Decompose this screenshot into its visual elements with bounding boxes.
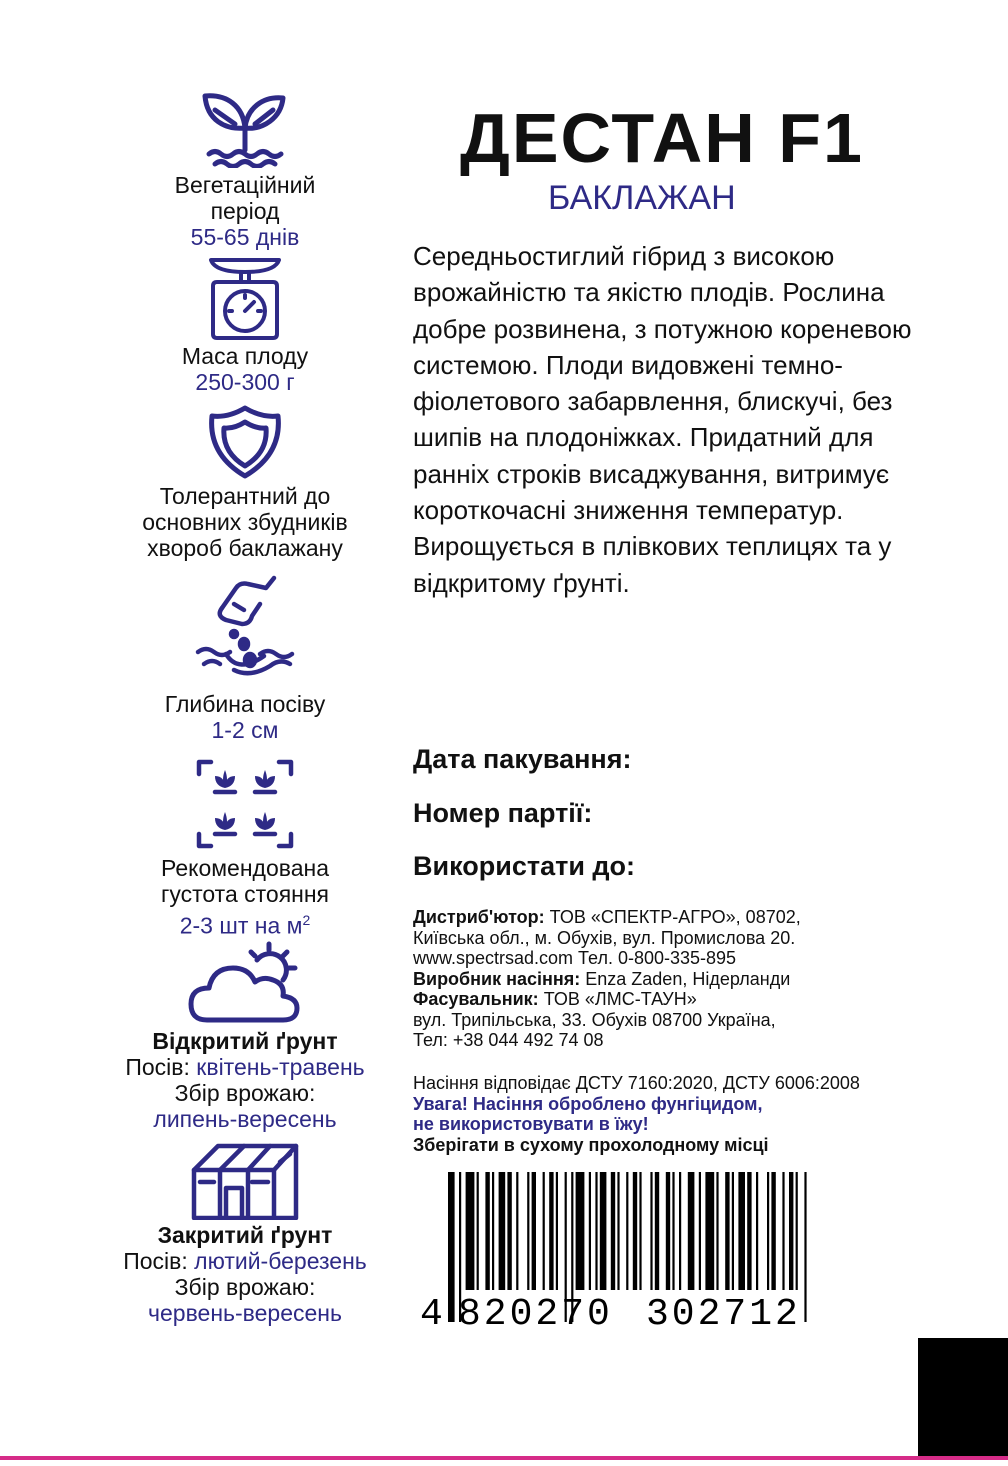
open-ground-title: Відкритий ґрунт: [152, 1028, 338, 1054]
closed-ground-title: Закритий ґрунт: [157, 1222, 333, 1248]
standard-text: Насіння відповідає ДСТУ 7160:2020, ДСТУ 6006:2008: [413, 1073, 860, 1093]
barcode-right-digits: 302712: [646, 1293, 801, 1328]
barcode-left-digits: 820270: [458, 1293, 613, 1328]
greenhouse-icon: [90, 1142, 400, 1220]
density-line-1: Рекомендована: [161, 855, 329, 881]
barcode-bar: [499, 1172, 506, 1290]
closed-ground-harvest-label: Збір врожаю:: [174, 1274, 316, 1300]
barcode-bar: [666, 1172, 670, 1290]
cloud-sun-icon: [90, 940, 400, 1026]
density-value: 2-3 шт на $м^2$: [179, 912, 311, 939]
barcode-bar: [507, 1172, 511, 1290]
product-title: ДЕСТАН F1: [460, 99, 864, 177]
barcode-bar: [732, 1172, 734, 1290]
barcode-bar: [589, 1172, 591, 1290]
barcode-first-digit: 4: [420, 1293, 443, 1328]
barcode-bar: [549, 1172, 553, 1290]
barcode-bar: [672, 1172, 674, 1290]
barcode-bar: [725, 1172, 729, 1290]
storage-text: Зберігати в сухому прохолодному місці: [413, 1134, 769, 1155]
barcode-bar: [756, 1172, 758, 1290]
barcode-bar: [782, 1172, 784, 1290]
tolerance-line-2: основних збудників: [142, 509, 348, 535]
barcode-bar: [716, 1172, 718, 1290]
barcode-bar: [448, 1172, 455, 1322]
barcode-bar: [532, 1172, 536, 1290]
barcode-bar: [767, 1172, 769, 1290]
barcode-bar: [738, 1172, 745, 1290]
barcode-bar: [679, 1172, 681, 1290]
barcode-bar: [485, 1172, 489, 1290]
barcode-bar: [576, 1172, 585, 1290]
barcode-bar: [543, 1172, 545, 1290]
mass-value: 250-300 г: [195, 369, 295, 395]
product-description: Середньостиглий гібрид з високою врожайністю та якістю плодів. Рослина добре розвинена, з потужною кореневою системою. Плоди видовжені темно-фіолетового забарвлення, блискучі, без шипів на плодоніжках. Придатний для ранніх строків висаджування, витримує короткочасні зниження температур. Вирощується в плівкових теплицях та у відкритому ґрунті.: [413, 241, 912, 598]
barcode-bar: [617, 1172, 619, 1290]
density-line-2: густота стояння: [160, 881, 330, 907]
barcode-bar: [633, 1172, 637, 1290]
vegetation-label: Вегетаційний: [174, 172, 316, 198]
barcode-bar: [600, 1172, 607, 1290]
use-by-field: Використати до:: [413, 851, 636, 881]
batch-number-field: Номер партії:: [413, 798, 593, 828]
warning-text-2: не використовувати в їжу!: [413, 1114, 649, 1134]
open-ground-sowing: Посів: квітень-травень: [125, 1054, 365, 1080]
barcode-bar: [477, 1172, 479, 1290]
barcode-bar: [611, 1172, 615, 1290]
barcode-bar: [655, 1172, 659, 1290]
barcode-bar: [771, 1172, 775, 1290]
tolerance-line-3: хвороб баклажану: [147, 535, 343, 561]
vegetation-value: 55-65 днів: [190, 224, 300, 250]
barcode-bar: [626, 1172, 628, 1290]
plant-grid-icon: [90, 758, 400, 850]
barcode-bar: [466, 1172, 475, 1290]
barcode-bar: [804, 1172, 806, 1322]
open-ground-harvest-label: Збір врожаю:: [174, 1080, 316, 1106]
bottom-border: [0, 1456, 1008, 1460]
barcode-bar: [688, 1172, 695, 1290]
scale-icon: [90, 254, 400, 340]
barcode-bar: [556, 1172, 558, 1290]
barcode-bar: [516, 1172, 518, 1290]
depth-value: 1-2 см: [211, 717, 279, 743]
pack-date-field: Дата пакування:: [413, 744, 632, 774]
barcode-bar: [796, 1172, 798, 1290]
barcode-bar: [639, 1172, 641, 1290]
barcode-bar: [747, 1172, 751, 1290]
corner-block: [918, 1338, 1008, 1456]
barcode-bar: [789, 1172, 793, 1290]
vegetation-label-2: період: [210, 198, 280, 224]
sprout-icon: [90, 88, 400, 168]
product-subtitle: БАКЛАЖАН: [548, 179, 736, 217]
barcode: [418, 1168, 818, 1328]
barcode-bar: [527, 1172, 529, 1290]
mass-label: Маса плоду: [181, 343, 309, 369]
depth-label: Глибина посіву: [164, 691, 326, 717]
barcode-bar: [595, 1172, 597, 1290]
barcode-bar: [705, 1172, 714, 1290]
compliance-info: [413, 1073, 933, 1155]
barcode-bar: [650, 1172, 652, 1290]
open-ground-harvest-value: липень-вересень: [153, 1106, 337, 1132]
closed-ground-harvest-value: червень-вересень: [148, 1300, 342, 1326]
barcode-bar: [699, 1172, 701, 1290]
shield-icon: [90, 404, 400, 480]
sowing-hand-icon: [90, 574, 400, 680]
tolerance-line-1: Толерантний до: [159, 483, 331, 509]
closed-ground-sowing: Посів: лютий-березень: [123, 1248, 367, 1274]
barcode-bar: [492, 1172, 494, 1290]
warning-text-1: Увага! Насіння оброблено фунгіцидом,: [413, 1093, 763, 1114]
distributor-info: Дистриб'ютор: ТОВ «СПЕКТР-АГРО», 08702, Київська обл., м. Обухів, вул. Промислова 20. www.spectrsad.com Тел. 0-800-335-895 Виробник насіння: Enza Zaden, Нідерланди Фасувальник: ТОВ «ЛМС-ТАУН» вул. Трипільська, 33. Обухів 08700 Україна, Тел: +38 044 492 74 08: [413, 907, 801, 1050]
